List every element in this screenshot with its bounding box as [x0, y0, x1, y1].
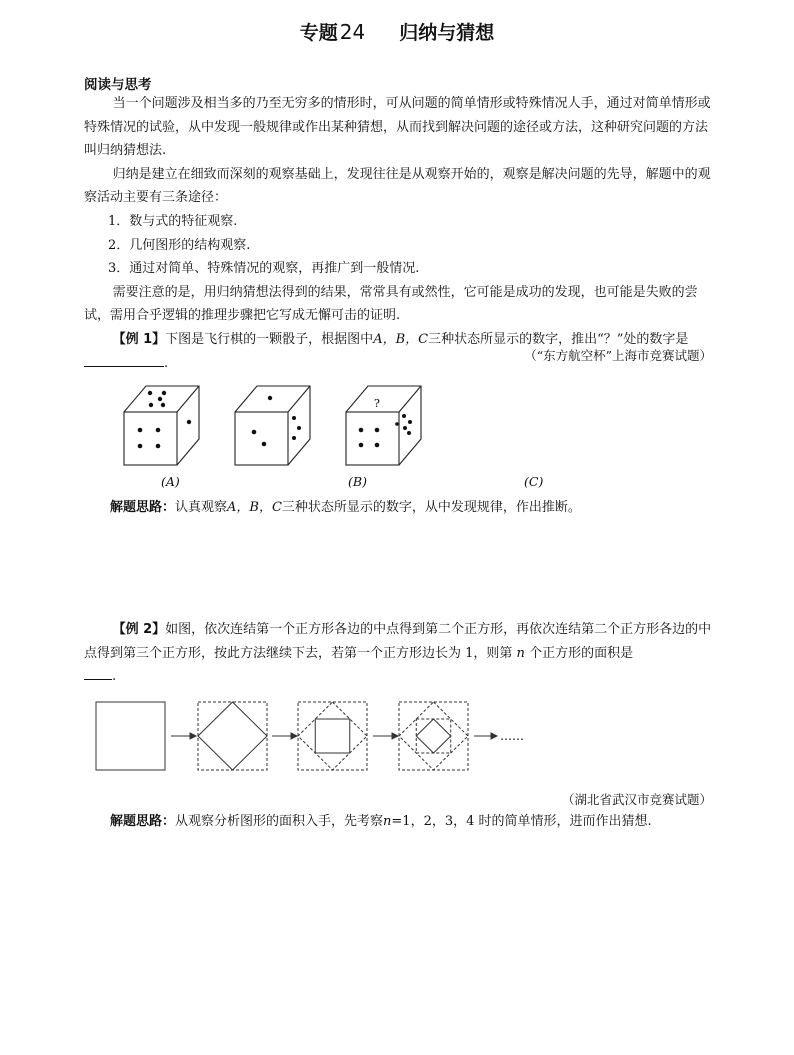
intro-item-1: 1．数与式的特征观察. — [108, 213, 238, 229]
example2-tip: 解题思路：从观察分析图形的面积入手，先考察n=1，2，3，4 时的简单情形，进而作出猜想. — [110, 814, 652, 829]
die-b — [235, 386, 310, 465]
square-2 — [198, 702, 267, 770]
example2-answer-blank[interactable] — [84, 667, 112, 680]
example2-text-a: 如图，依次连结第一个正方形各边的中点得到第二个正方形，再依次连结第二个正方形各边的中点得到第三个正方形，按此方法继续下去，若第一个正方形边长为 1，则第 — [84, 622, 712, 661]
intro-block — [84, 92, 714, 375]
example1-answer-blank[interactable] — [84, 354, 164, 367]
intro-paragraph-2: 归纳是建立在细致而深刻的观察基础上，发现往往是从观察开始的，观察是解决问题的先导，解题中的观察活动主要有三条途径： — [84, 166, 711, 206]
example1-tip: 解题思路：认真观察A，B，C三种状态所显示的数字，从中发现规律，作出推断。 — [110, 500, 581, 515]
example2-question: 【例 2】如图，依次连结第一个正方形各边的中点得到第二个正方形，再依次连结第二个正方形各边的中点得到第三个正方形，按此方法继续下去，若第一个正方形边长为 1，则第 n 个正方形的面积是 . — [84, 622, 712, 685]
page-title — [0, 18, 794, 45]
square-4 — [399, 702, 468, 770]
title-prefix: 专题 — [299, 22, 338, 44]
question-mark: ? — [374, 397, 380, 410]
intro-paragraph-1: 当一个问题涉及相当多的乃至无穷多的情形时，可从问题的简单情形或特殊情况人手，通过对简单情形或特殊情况的试验，从中发现一般规律或作出某种猜想，从而找到解决问题的途径或方法，这种研究问题的方法叫归纳猜想法. — [84, 96, 711, 159]
example1-text-a: 下图是飞行棋的一颗骰子，根据图中 — [165, 331, 374, 347]
example2-text-b: 个正方形的面积是 — [529, 645, 634, 661]
caption-c: (C) — [524, 474, 544, 489]
die-c — [346, 386, 421, 465]
example1-vars: A，B，C — [373, 331, 429, 347]
intro-item-3: 3．通过对简单、特殊情况的观察，再推广到一般情况. — [108, 261, 420, 277]
tip-label: 解题思路： — [110, 500, 176, 515]
example1-source: （“东方航空杯”上海市竞赛试题） — [524, 348, 712, 363]
dice-figure — [0, 378, 794, 478]
caption-b: (B) — [348, 474, 367, 489]
example1-label: 【例 1】 — [112, 331, 166, 347]
example1-text-b: 三种状态所显示的数字，推出“？”处的数字是 — [428, 331, 689, 347]
example2-label: 【例 2】 — [112, 622, 166, 637]
squares-figure — [0, 694, 794, 784]
caption-a: (A) — [161, 474, 180, 489]
square-1 — [96, 702, 165, 770]
title-number: 24 — [339, 20, 366, 44]
section-heading: 阅读与思考 — [84, 77, 152, 93]
square-3 — [298, 702, 367, 770]
example1-text-end: . — [164, 355, 169, 371]
title-name: 归纳与猜想 — [399, 22, 495, 44]
intro-paragraph-3: 需要注意的是，用归纳猜想法得到的结果，常常具有或然性，它可能是成功的发现，也可能是失败的尝试，需用合乎逻辑的推理步骤把它写成无懈可击的证明. — [84, 284, 698, 324]
example2-source: （湖北省武汉市竞赛试题） — [561, 792, 712, 807]
intro-item-2: 2．几何图形的结构观察. — [108, 237, 251, 253]
ellipsis: …… — [500, 729, 524, 743]
